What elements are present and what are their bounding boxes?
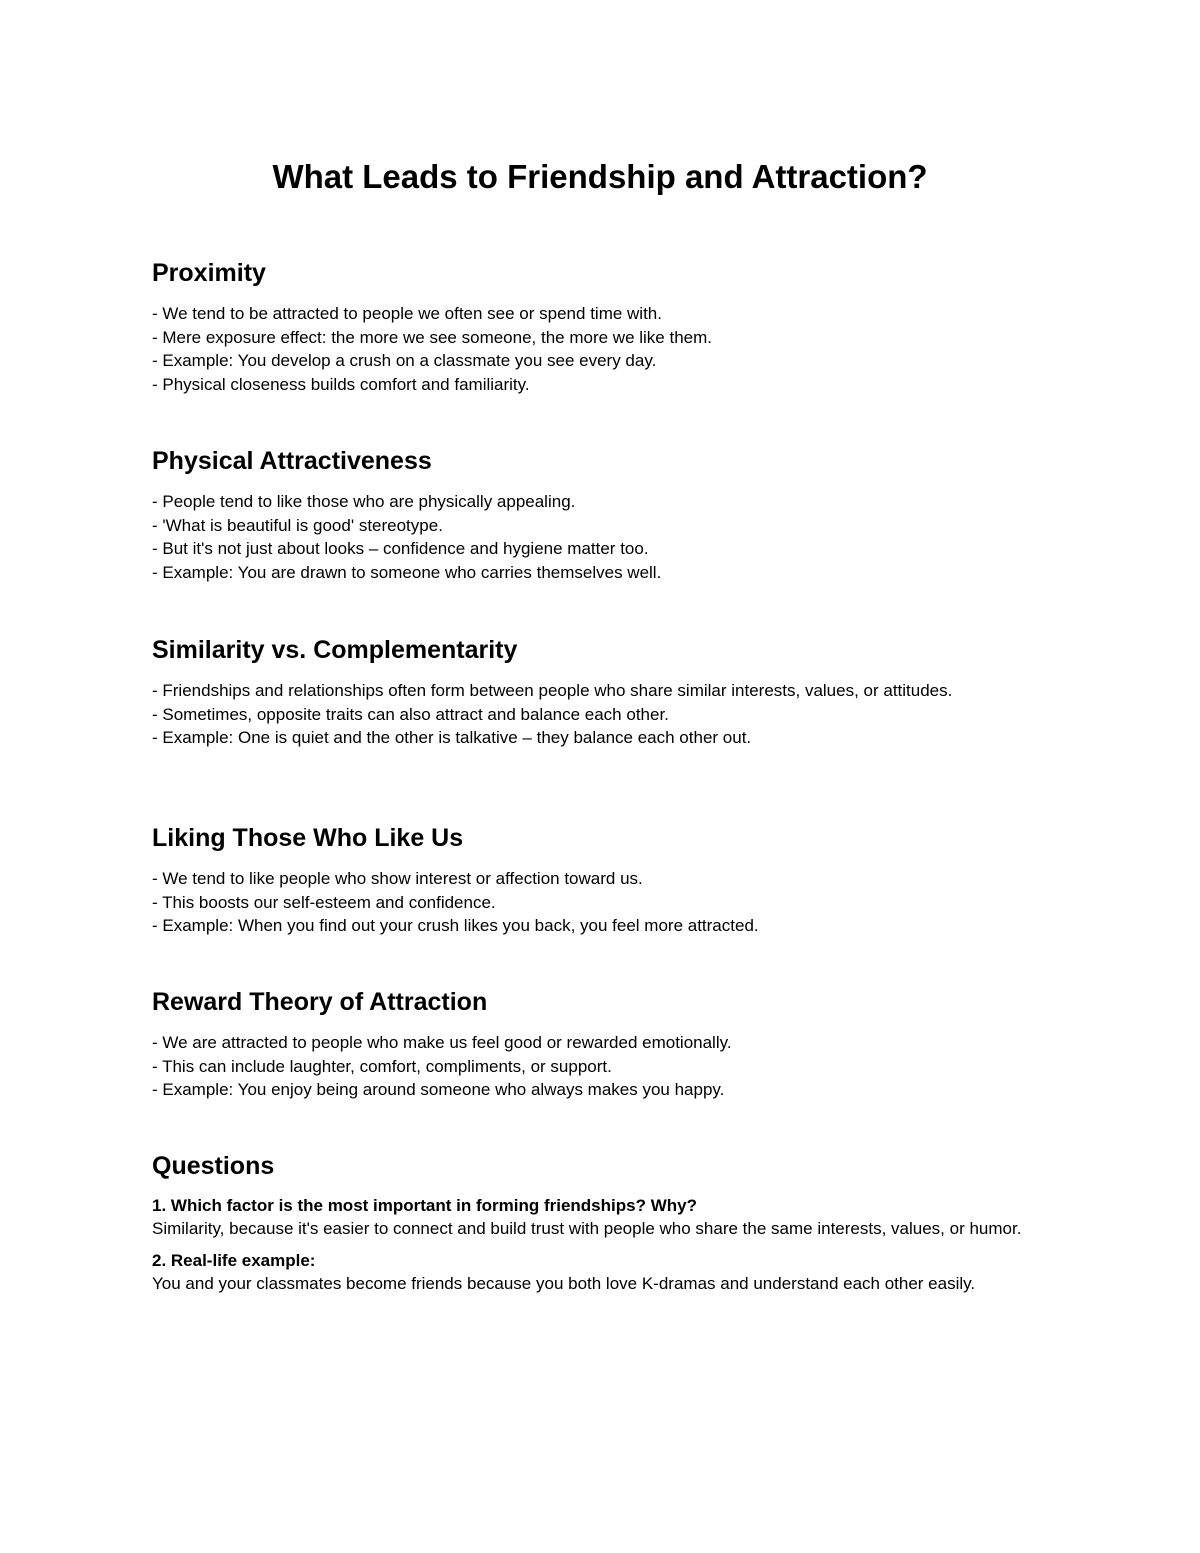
bullet-line: - People tend to like those who are physically appealing.: [152, 492, 576, 511]
bullet-line: - Physical closeness builds comfort and familiarity.: [152, 374, 530, 394]
bullet-line: - Friendships and relationships often form between people who share similar interests, values, or attitudes.: [152, 681, 953, 700]
section-body: [152, 490, 1052, 584]
section-similarity-complementarity: [152, 635, 1052, 750]
section-body: [152, 302, 1052, 396]
question-answer: You and your classmates become friends because you both love K-dramas and understand each other easily.: [152, 1274, 976, 1293]
bullet-line: - We tend to like people who show interest or affection toward us.: [152, 869, 643, 888]
section-liking-those-who-like-us: [152, 823, 1052, 938]
bullet-line: - Example: You develop a crush on a classmate you see every day.: [152, 351, 657, 370]
bullet-line: - Mere exposure effect: the more we see someone, the more we like them.: [152, 327, 713, 347]
question-item: [152, 1250, 1052, 1295]
question-item: [152, 1195, 1052, 1240]
question-prompt: 1. Which factor is the most important in forming friendships? Why?: [152, 1196, 697, 1215]
section-physical-attractiveness: [152, 446, 1052, 584]
bullet-line: - 'What is beautiful is good' stereotype.: [152, 515, 443, 535]
bullet-line: - We are attracted to people who make us feel good or rewarded emotionally.: [152, 1033, 732, 1052]
bullet-line: - Example: You are drawn to someone who carries themselves well.: [152, 562, 662, 582]
section-heading: Proximity: [152, 259, 266, 287]
bullet-line: - Example: One is quiet and the other is talkative – they balance each other out.: [152, 728, 752, 747]
bullet-line: - Example: You enjoy being around someone who always makes you happy.: [152, 1080, 725, 1099]
question-prompt: 2. Real-life example:: [152, 1251, 316, 1270]
bullet-line: - Example: When you find out your crush likes you back, you feel more attracted.: [152, 916, 759, 935]
section-heading: Reward Theory of Attraction: [152, 988, 488, 1016]
question-answer: Similarity, because it's easier to connect and build trust with people who share the same interests, values, or humor.: [152, 1219, 1022, 1238]
section-body: [152, 867, 1052, 938]
bullet-line: - This boosts our self-esteem and confidence.: [152, 892, 496, 912]
section-body: [152, 1031, 1052, 1102]
bullet-line: - But it's not just about looks – confidence and hygiene matter too.: [152, 539, 649, 558]
bullet-line: - This can include laughter, comfort, compliments, or support.: [152, 1056, 612, 1076]
section-heading: Liking Those Who Like Us: [152, 824, 464, 852]
section-questions: [152, 1151, 1052, 1295]
section-reward-theory: [152, 987, 1052, 1102]
section-body: [152, 679, 1052, 750]
section-heading: Similarity vs. Complementarity: [152, 636, 518, 664]
section-proximity: [152, 258, 1052, 396]
page-title: What Leads to Friendship and Attraction?: [272, 158, 928, 195]
bullet-line: - We tend to be attracted to people we often see or spend time with.: [152, 304, 662, 323]
bullet-line: - Sometimes, opposite traits can also attract and balance each other.: [152, 704, 669, 724]
section-heading: Questions: [152, 1152, 275, 1180]
section-heading: Physical Attractiveness: [152, 447, 432, 475]
